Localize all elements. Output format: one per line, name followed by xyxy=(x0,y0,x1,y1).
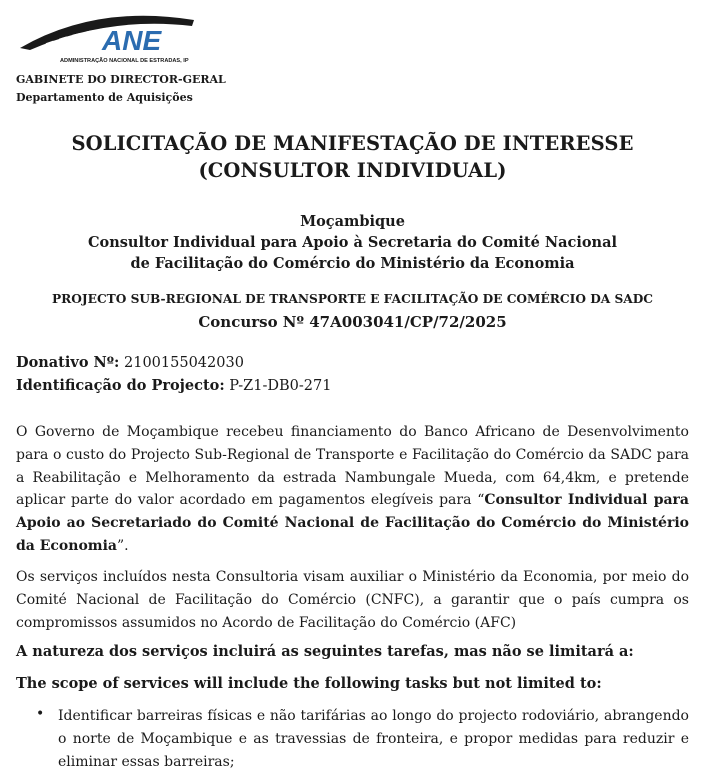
subtitle-country: Moçambique xyxy=(300,213,405,230)
org-line-director: GABINETE DO DIRECTOR-GERAL xyxy=(16,73,226,86)
bullet-marker: • xyxy=(36,706,45,722)
p1-text: O Governo de Moçambique recebeu financiamento do Banco Africano de Desenvolvimento para o custo do Projecto Sub-Regional de Transporte e Facilitação do Comércio da SADC para a Reabilitação e Melhoramento da estrada Nambungale Mueda, com 64,4km, e pretende aplicar parte do valor acordado em pagamentos elegíveis para “ xyxy=(16,424,689,509)
logo-subtext: ADMINISTRAÇÃO NACIONAL DE ESTRADAS, IP xyxy=(60,58,189,64)
concurso-number: Concurso Nº 47A003041/CP/72/2025 xyxy=(198,313,507,331)
donativo-label: Donativo Nº: xyxy=(16,354,120,371)
subtitle-line2: Consultor Individual para Apoio à Secretaria do Comité Nacional xyxy=(88,234,617,251)
p1-bold: Consultor Individual para Apoio ao Secretariado do Comité Nacional de Facilitação do Comércio do Ministério da Economia xyxy=(16,492,689,554)
p1-end: ”. xyxy=(117,537,129,554)
paragraph-services: Os serviços incluídos nesta Consultoria visam auxiliar o Ministério da Economia, por meio do Comité Nacional de Facilitação do Comércio (CNFC), a garantir que o país cumpra os compromissos assumidos no Acordo de Facilitação do Comércio (AFC) xyxy=(16,569,689,631)
subtitle xyxy=(0,211,705,274)
identificacao-line xyxy=(16,377,331,394)
page-title xyxy=(0,130,705,184)
donativo-line xyxy=(16,354,244,371)
logo-text: ANE xyxy=(102,25,162,56)
list-item: Identificar barreiras físicas e não tarifárias ao longo do projecto rodoviário, abrangendo o norte de Moçambique e as travessias de fronteira, e propor medidas para reduzir e eliminar essas barreiras; xyxy=(58,708,689,770)
paragraph-financing xyxy=(16,421,689,558)
identificacao-label: Identificação do Projecto: xyxy=(16,377,225,394)
identificacao-value: P-Z1-DB0-271 xyxy=(224,378,332,394)
org-line-department: Departamento de Aquisições xyxy=(16,91,193,104)
subtitle-line3: de Facilitação do Comércio do Ministério da Economia xyxy=(130,255,575,272)
tasks-heading-pt: A natureza dos serviços incluirá as seguintes tarefas, mas não se limitará a: xyxy=(16,643,634,660)
project-name: PROJECTO SUB-REGIONAL DE TRANSPORTE E FACILITAÇÃO DE COMÉRCIO DA SADC xyxy=(51,292,653,306)
ane-logo xyxy=(16,10,196,68)
title-line2: (CONSULTOR INDIVIDUAL) xyxy=(198,159,507,182)
title-line1: SOLICITAÇÃO DE MANIFESTAÇÃO DE INTERESSE xyxy=(71,132,634,155)
donativo-value: 2100155042030 xyxy=(119,355,244,371)
tasks-heading-en: The scope of services will include the following tasks but not limited to: xyxy=(16,675,602,692)
